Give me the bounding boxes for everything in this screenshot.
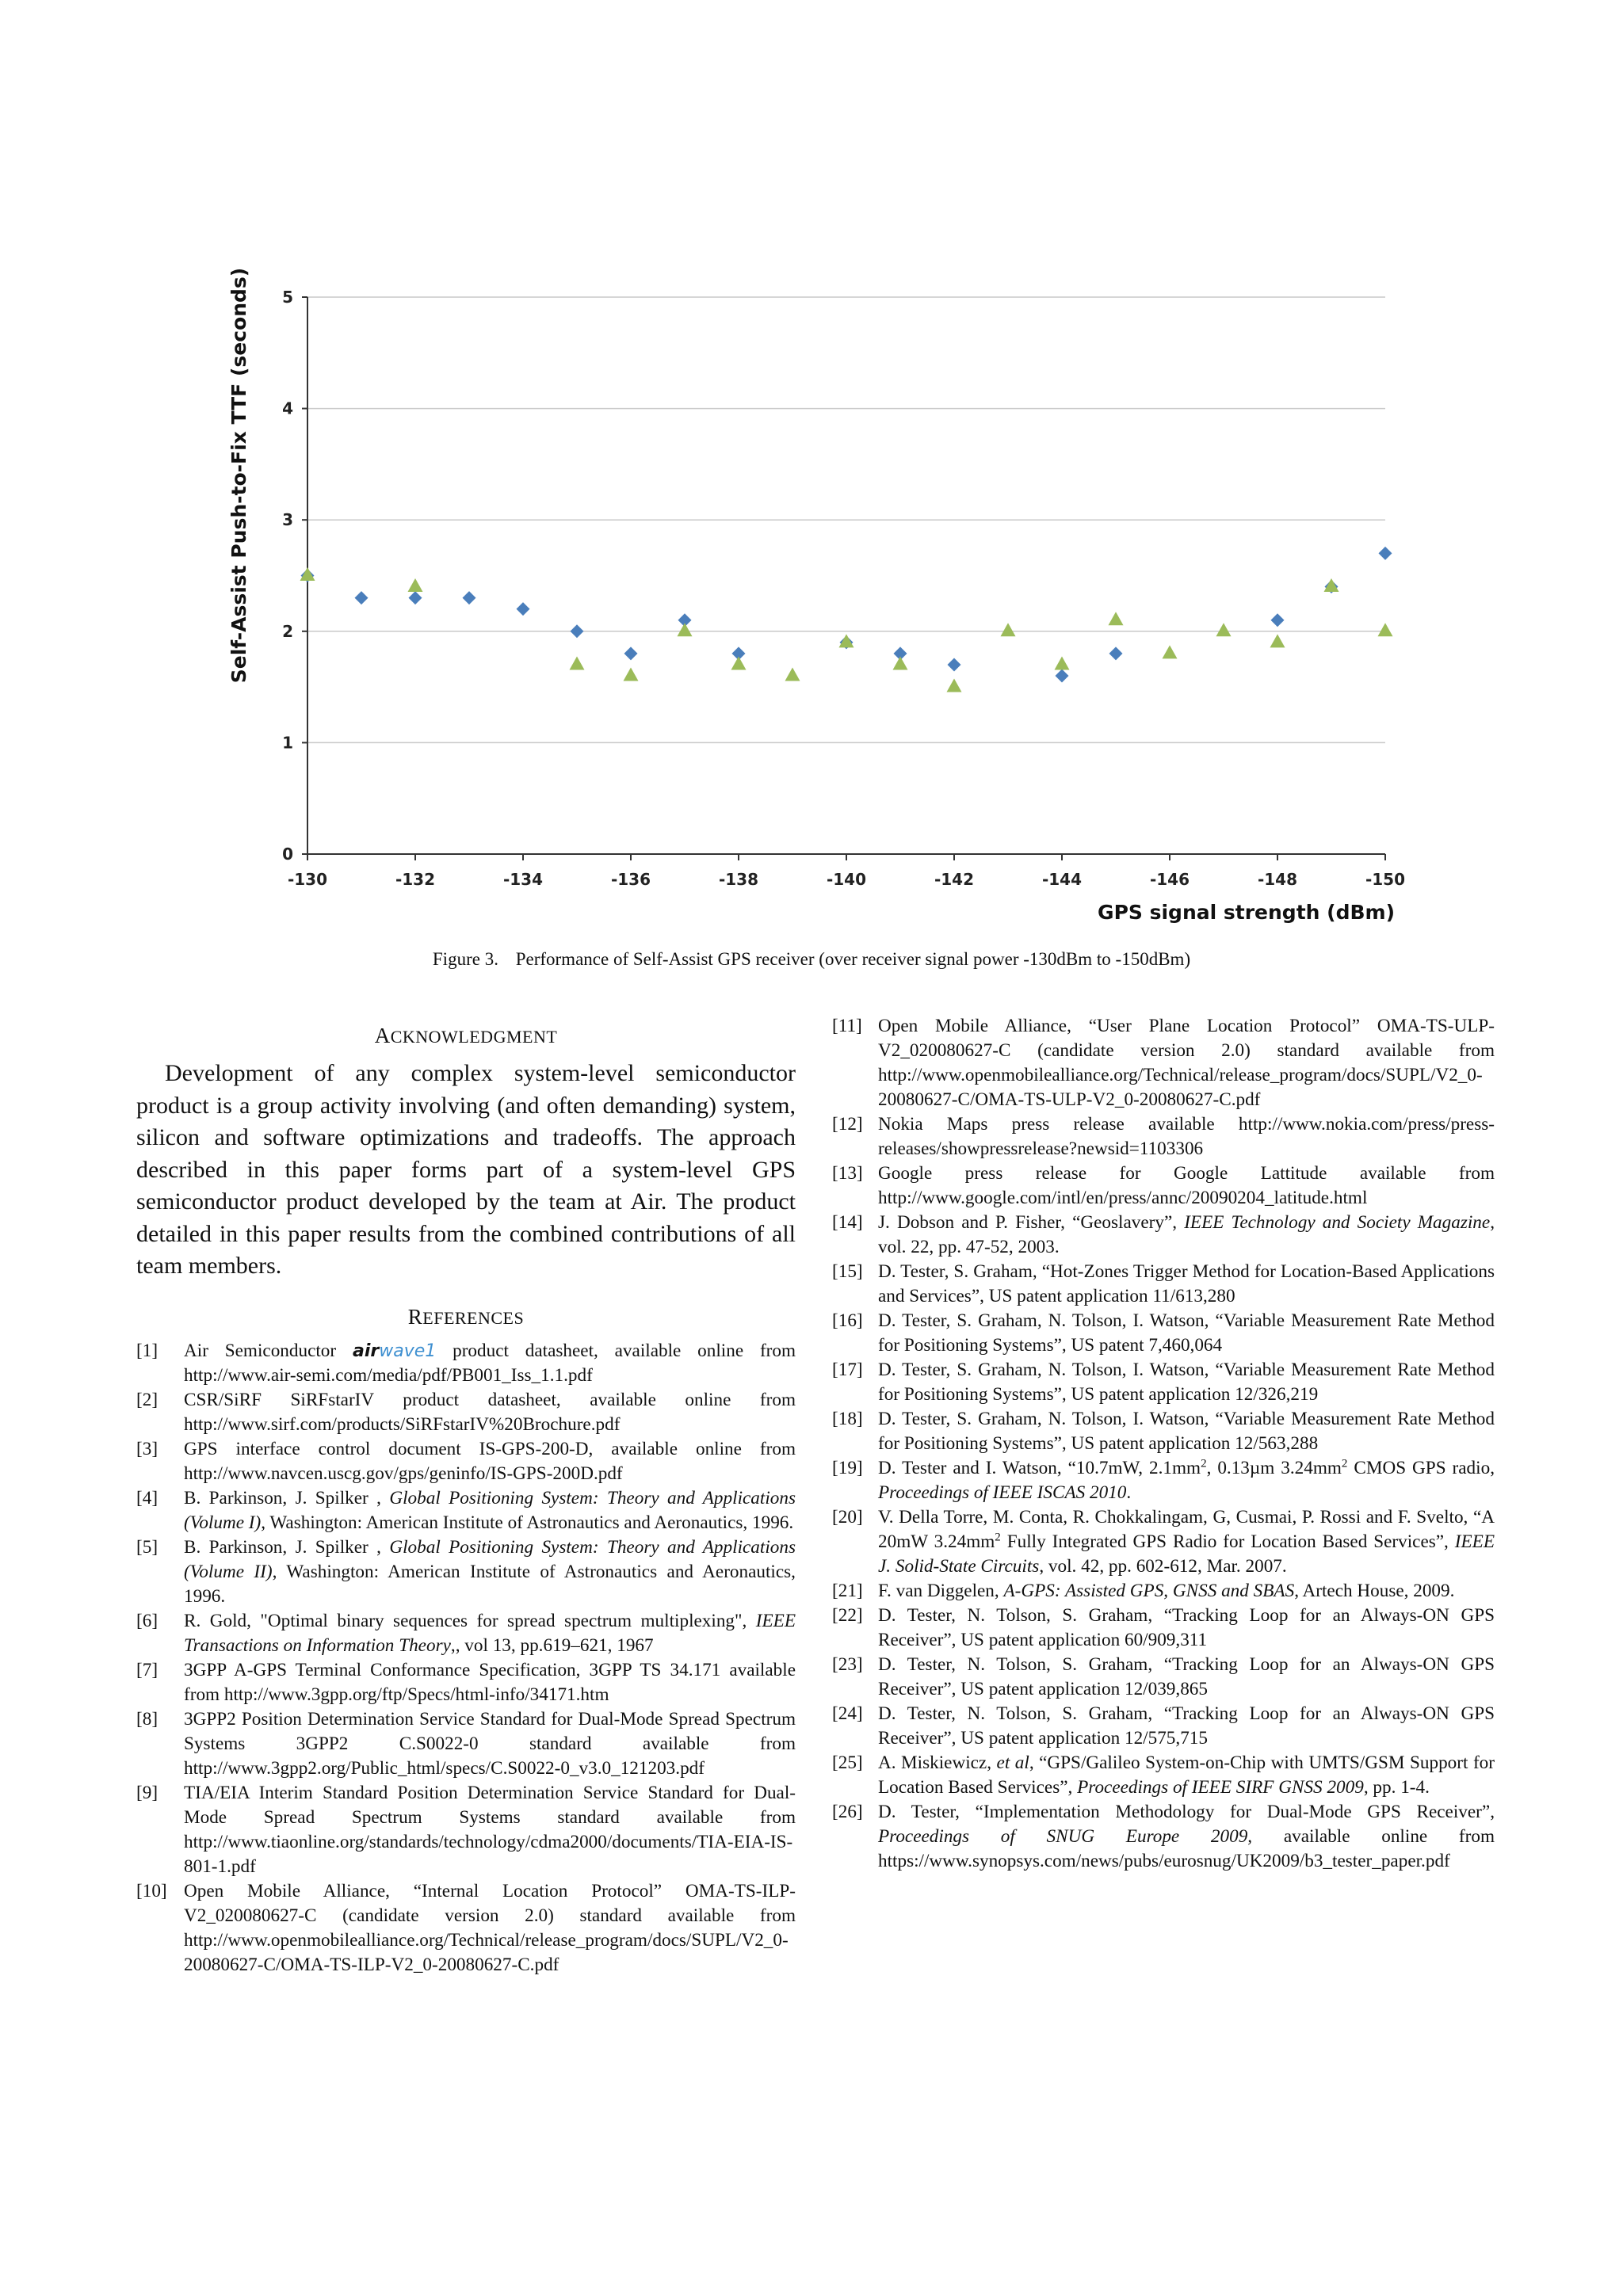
diamond-point [1271, 613, 1285, 627]
reference-21: [21] F. van Diggelen, A-GPS: Assisted GPS, GNSS and SBAS, Artech House, 2009. [832, 1581, 1455, 1601]
diamond-point [624, 646, 638, 660]
y-axis-label: Self-Assist Push-to-Fix TTF (seconds) [227, 267, 250, 684]
x-tick-label: -134 [502, 870, 544, 889]
acknowledgment-heading: ACKNOWLEDGMENT [374, 1024, 558, 1047]
triangle-point [839, 634, 854, 647]
reference-9: [9] TIA/EIA Interim Standard Position Determination Service Standard for Dual-Mode Spread Spectrum Systems standard available from http://www.tiaonline.org/standards/technology/cdma2000/documents/TIA-EIA-IS-801-1.pdf [136, 1782, 796, 1877]
reference-25: [25] A. Miskiewicz, et al, “GPS/Galileo System-on-Chip with UMTS/GSM Support for Location Based Services”, Proceedings of IEEE SIRF GNSS 2009, pp. 1-4. [832, 1753, 1495, 1798]
diamond-point [355, 591, 369, 605]
x-tick-label: -130 [287, 870, 328, 889]
x-axis-label: GPS signal strength (dBm) [1098, 901, 1395, 924]
reference-3: [3] GPS interface control document IS-GPS-200-D, available online from http://www.navcen.uscg.gov/gps/geninfo/IS-GPS-200D.pdf [136, 1438, 796, 1484]
triangle-point [624, 668, 639, 681]
reference-16: [16] D. Tester, S. Graham, N. Tolson, I. Watson, “Variable Measurement Rate Method for Positioning Systems”, US patent 7,460,064 [832, 1310, 1495, 1356]
figure-caption-text: Performance of Self-Assist GPS receiver (over receiver signal power -130dBm to -150dBm) [515, 949, 1191, 969]
triangle-point [947, 679, 962, 692]
reference-8: [8] 3GPP2 Position Determination Service Standard for Dual-Mode Spread Spectrum Systems 3GPP2 C.S0022-0 standard available from http://www.3gpp2.org/Public_html/specs/C.S0022-0_v3.0_121203.pdf [136, 1708, 796, 1779]
reference-5: [5] B. Parkinson, J. Spilker , Global Positioning System: Theory and Applications (Volume II), Washington: American Institute of Astronautics and Aeronautics, 1996. [136, 1536, 796, 1607]
reference-4: [4] B. Parkinson, J. Spilker , Global Positioning System: Theory and Applications (Volume I), Washington: American Institute of Astronautics and Aeronautics, 1996. [136, 1487, 796, 1533]
triangle-point [570, 656, 585, 669]
chart-gridlines [307, 297, 1385, 742]
diamond-point [948, 658, 961, 671]
triangle-point [1324, 578, 1339, 592]
diamond-point [463, 591, 476, 605]
triangle-point [1378, 623, 1393, 636]
triangle-point [893, 656, 908, 669]
y-tick-label: 4 [282, 399, 293, 418]
diamond-point [1056, 669, 1069, 683]
triangle-point [678, 623, 693, 636]
reference-list-left [136, 1339, 796, 1978]
x-tick-label: -136 [610, 870, 651, 889]
chart-axes [302, 297, 1385, 860]
reference-26: [26] D. Tester, “Implementation Methodology for Dual-Mode GPS Receiver”, Proceedings of SNUG Europe 2009, available online from https://www.synopsys.com/news/pubs/eurosnug/UK2009/b3_tester_paper.pdf [832, 1802, 1495, 1871]
reference-10: [10] Open Mobile Alliance, “Internal Location Protocol” OMA-TS-ILP-V2_020080627-C (candidate version 2.0) standard available from http://www.openmobilealliance.org/Technical/release_program/docs/SUPL/V2_0-20080627-C/OMA-TS-ILP-V2_0-20080627-C.pdf [136, 1880, 796, 1975]
figure-label: Figure 3. [432, 949, 498, 969]
x-tick-label: -144 [1041, 870, 1083, 889]
acknowledgment-text: Development of any complex system-level semiconductor product is a group activity involving (and often demanding) system, silicon and software optimizations and tradeoffs. The approach described in this paper forms part of a system-level GPS semiconductor product developed by the team at Air. The product detailed in this paper results from the combined contributions of all team members. [136, 1060, 796, 1279]
reference-15: [15] D. Tester, S. Graham, “Hot-Zones Trigger Method for Location-Based Applications and Services”, US patent application 11/613,280 [832, 1261, 1495, 1306]
reference-20: [20] V. Della Torre, M. Conta, R. Chokkalingam, G, Cusmai, P. Rossi and F. Svelto, “A 20mW $3.24mm^2$ Fully Integrated GPS Radio for Location Based Services”, IEEE J. Solid-State Circuits, vol. 42, pp. 602-612, Mar. 2007. [832, 1507, 1495, 1577]
left-column [136, 1014, 796, 1978]
triangle-point [1216, 623, 1232, 636]
references-heading: REFERENCES [407, 1304, 525, 1329]
x-tick-label: -138 [718, 870, 759, 889]
diamond-point [409, 591, 422, 605]
x-tick-label: -140 [826, 870, 867, 889]
triangle-point [300, 567, 315, 581]
triangle-point [408, 578, 423, 592]
reference-19: [19] D. Tester and I. Watson, “10.7mW, $2.1mm^2$, 0.13µm $3.24mm^2$ CMOS GPS radio, Proceedings of IEEE ISCAS 2010. [832, 1457, 1495, 1503]
reference-18: [18] D. Tester, S. Graham, N. Tolson, I. Watson, “Variable Measurement Rate Method for Positioning Systems”, US patent application 12/563,288 [832, 1409, 1495, 1454]
x-tick-label: -146 [1149, 870, 1190, 889]
reference-12: [12] Nokia Maps press release available http://www.nokia.com/press/press-releases/showpressrelease?newsid=1103306 [832, 1114, 1495, 1159]
y-tick-label: 1 [282, 733, 293, 753]
reference-13: [13] Google press release for Google Lattitude available from http://www.google.com/intl/en/press/annc/20090204_latitude.html [832, 1163, 1495, 1208]
reference-22: [22] D. Tester, N. Tolson, S. Graham, “Tracking Loop for an Always-ON GPS Receiver”, US patent application 60/909,311 [832, 1605, 1495, 1650]
figure-caption [0, 949, 1623, 970]
diamond-point [517, 602, 530, 616]
triangle-point [1109, 612, 1124, 625]
x-tick-labels [288, 870, 1405, 889]
triangle-point [1055, 656, 1070, 669]
y-tick-label: 2 [282, 621, 293, 641]
diamond-point [1379, 547, 1392, 560]
y-tick-label: 5 [282, 288, 293, 307]
reference-17: [17] D. Tester, S. Graham, N. Tolson, I. Watson, “Variable Measurement Rate Method for Positioning Systems”, US patent application 12/326,219 [832, 1360, 1495, 1405]
triangle-point [731, 656, 747, 669]
y-tick-label: 0 [282, 845, 293, 864]
x-tick-label: -148 [1257, 870, 1298, 889]
reference-7: [7] 3GPP A-GPS Terminal Conformance Specification, 3GPP TS 34.171 available from http://www.3gpp.org/ftp/Specs/html-info/34171.htm [136, 1659, 796, 1705]
reference-11: [11] Open Mobile Alliance, “User Plane Location Protocol” OMA-TS-ULP-V2_020080627-C (candidate version 2.0) standard available from http://www.openmobilealliance.org/Technical/release_program/docs/SUPL/V2_0-20080627-C/OMA-TS-ULP-V2_0-20080627-C.pdf [832, 1016, 1495, 1110]
reference-24: [24] D. Tester, N. Tolson, S. Graham, “Tracking Loop for an Always-ON GPS Receiver”, US patent application 12/575,715 [832, 1703, 1495, 1749]
triangle-point [1001, 623, 1016, 636]
figure-3-chart [222, 261, 1411, 927]
diamond-point [1109, 646, 1123, 660]
reference-1: [1] Air Semiconductor airwave1 product datasheet, available online from http://www.air-semi.com/media/pdf/PB001_Iss_1.1.pdf [136, 1340, 796, 1386]
reference-23: [23] D. Tester, N. Tolson, S. Graham, “Tracking Loop for an Always-ON GPS Receiver”, US patent application 12/039,865 [832, 1654, 1495, 1699]
right-column [832, 1014, 1495, 1874]
triangle-point [1163, 645, 1178, 658]
x-tick-label: -142 [934, 870, 975, 889]
reference-14: [14] J. Dobson and P. Fisher, “Geoslavery”, IEEE Technology and Society Magazine, vol. 22, pp. 47-52, 2003. [832, 1212, 1495, 1257]
y-tick-label: 3 [282, 510, 293, 530]
y-tick-labels [282, 288, 293, 864]
chart-marks [300, 547, 1393, 692]
airwave1-logo: airwave1 [352, 1341, 437, 1361]
reference-6: [6] R. Gold, "Optimal binary sequences for spread spectrum multiplexing", IEEE Transactions on Information Theory,, vol 13, pp.619–621, 1967 [136, 1610, 796, 1656]
triangle-point [785, 668, 800, 681]
reference-2: [2] CSR/SiRF SiRFstarIV product datasheet, available online from http://www.sirf.com/products/SiRFstarIV%20Brochure.pdf [136, 1389, 796, 1435]
triangle-point [1270, 634, 1285, 647]
x-tick-label: -150 [1365, 870, 1406, 889]
diamond-point [571, 624, 584, 638]
x-tick-label: -132 [395, 870, 436, 889]
reference-list-right [832, 1014, 1495, 1874]
